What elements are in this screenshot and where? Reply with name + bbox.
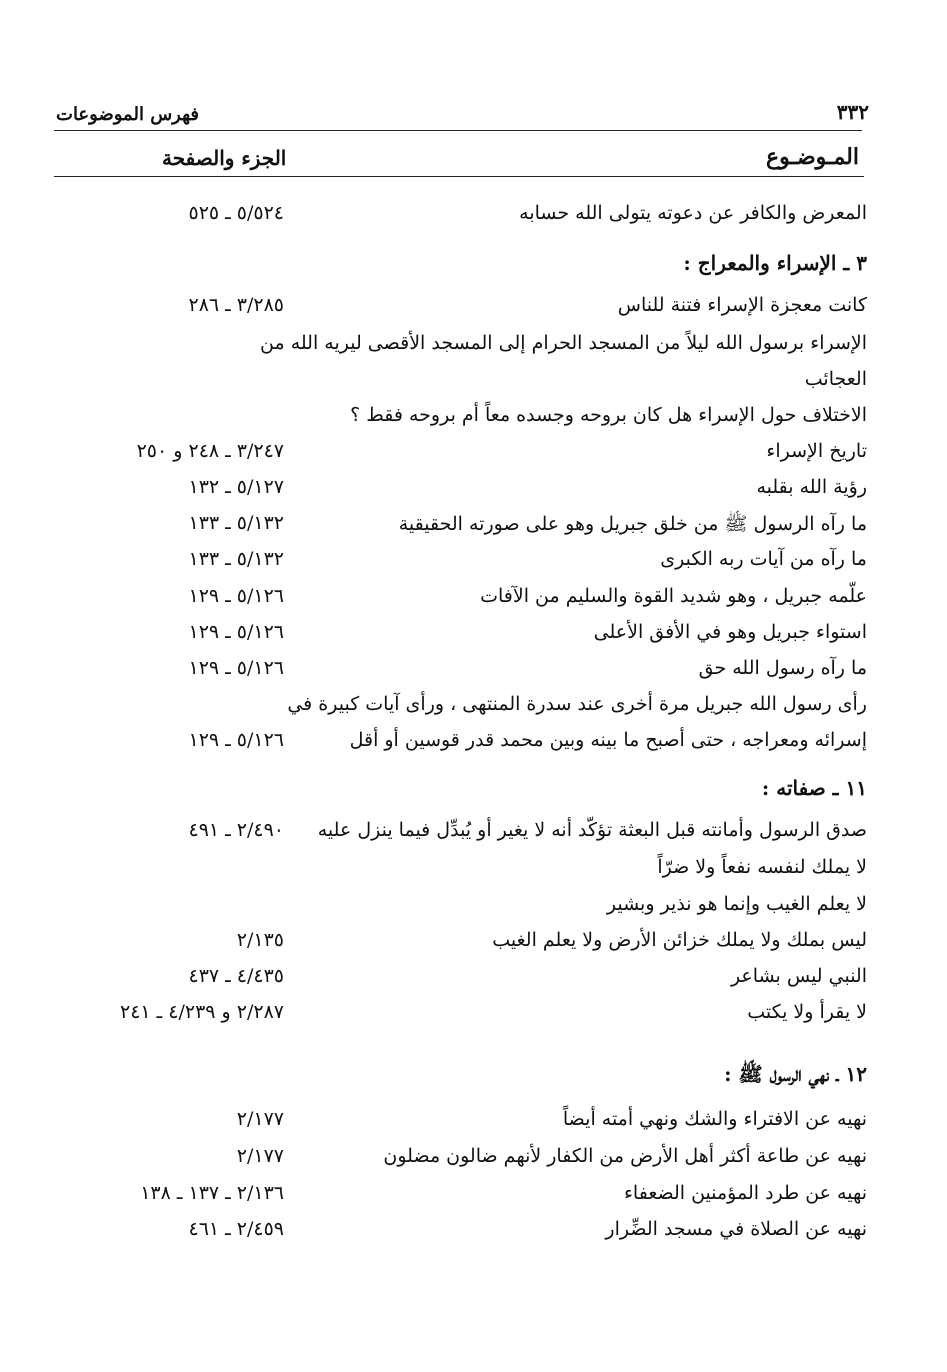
index-row xyxy=(0,548,947,584)
topic-text: ١٢ ـ نهي الرسول ﷺ : xyxy=(724,1062,867,1086)
topic-text: ليس بملك ولا يملك خزائن الأرض ولا يعلم الغيب xyxy=(492,929,867,951)
page-reference: ٤/٤٣٥ ـ ٤٣٧ xyxy=(188,965,284,987)
page-reference: ٢/١٣٥ xyxy=(236,929,284,951)
page-reference: ٥/١٢٦ ـ ١٢٩ xyxy=(188,729,284,751)
header-rule xyxy=(54,130,862,131)
topic-text: نهيه عن طرد المؤمنين الضعفاء xyxy=(623,1182,867,1204)
topic-text: الإسراء برسول الله ليلاً من المسجد الحرام إلى المسجد الأقصى ليريه الله من xyxy=(260,332,867,354)
index-row xyxy=(0,585,947,621)
page-reference: ٥/١٢٦ ـ ١٢٩ xyxy=(188,621,284,643)
columns-rule xyxy=(54,176,864,177)
section-heading xyxy=(0,776,947,812)
page-reference: ٢/٢٨٧ و ٤/٢٣٩ ـ ٢٤١ xyxy=(119,1001,284,1023)
page-reference: ٥/١٢٧ ـ ١٣٢ xyxy=(188,476,284,498)
topic-text: لا يملك لنفسه نفعاً ولا ضرّاً xyxy=(657,856,867,878)
page-reference: ٥/١٣٢ ـ ١٣٣ xyxy=(188,512,284,534)
index-row xyxy=(0,729,947,765)
index-row xyxy=(0,404,947,440)
topic-text: ما رآه رسول الله حق xyxy=(698,657,867,679)
topic-column-heading: المـوضـوع xyxy=(766,144,859,170)
topic-text: ما رآه من آيات ربه الكبرى xyxy=(660,548,867,570)
page-reference: ٥/١٣٢ ـ ١٣٣ xyxy=(188,548,284,570)
index-row xyxy=(0,819,947,855)
topic-text: نهيه عن طاعة أكثر أهل الأرض من الكفار لأنهم ضالون مضلون xyxy=(383,1145,867,1167)
topic-text: صدق الرسول وأمانته قبل البعثة تؤكّد أنه لا يغير أو يُبدِّل فيما ينزل عليه xyxy=(317,819,867,841)
page-reference: ٢/١٣٦ ـ ١٣٧ ـ ١٣٨ xyxy=(140,1182,284,1204)
index-row xyxy=(0,1108,947,1144)
index-row xyxy=(0,657,947,693)
reference-column-heading: الجزء والصفحة xyxy=(162,146,287,170)
page-reference: ٢/١٧٧ xyxy=(236,1108,284,1130)
index-row xyxy=(0,202,947,238)
topic-text: الاختلاف حول الإسراء هل كان بروحه وجسده معاً أم بروحه فقط ؟ xyxy=(350,404,867,426)
page-reference: ٣/٢٨٥ ـ ٢٨٦ xyxy=(188,294,284,316)
page-reference: ٢/١٧٧ xyxy=(236,1145,284,1167)
running-title: فهرس الموضوعات xyxy=(56,104,200,125)
index-row xyxy=(0,621,947,657)
index-row xyxy=(0,368,947,404)
topic-text: نهيه عن الصلاة في مسجد الضِّرار xyxy=(605,1218,867,1240)
topic-text: تاريخ الإسراء xyxy=(766,440,867,462)
index-row xyxy=(0,856,947,892)
index-row xyxy=(0,929,947,965)
topic-text: كانت معجزة الإسراء فتنة للناس xyxy=(617,294,867,316)
index-row xyxy=(0,893,947,929)
index-row xyxy=(0,965,947,1001)
topic-text: لا يعلم الغيب وإنما هو نذير وبشير xyxy=(606,893,867,915)
index-row xyxy=(0,440,947,476)
page-reference: ٣/٢٤٧ ـ ٢٤٨ و ٢٥٠ xyxy=(136,440,284,462)
index-row xyxy=(0,476,947,512)
page-reference: ٢/٤٥٩ ـ ٤٦١ xyxy=(188,1218,284,1240)
index-row xyxy=(0,1145,947,1181)
page-reference: ٢/٤٩٠ ـ ٤٩١ xyxy=(188,819,284,841)
index-row xyxy=(0,1001,947,1037)
index-row xyxy=(0,1182,947,1218)
topic-text: ٣ ـ الإسراء والمعراج : xyxy=(683,251,867,275)
topic-text: لا يقرأ ولا يكتب xyxy=(747,1001,867,1023)
topic-text: إسرائه ومعراجه ، حتى أصبح ما بينه وبين محمد قدر قوسين أو أقل xyxy=(349,729,867,751)
topic-text: المعرض والكافر عن دعوته يتولى الله حسابه xyxy=(519,202,867,224)
index-row xyxy=(0,1218,947,1254)
topic-text: رأى رسول الله جبريل مرة أخرى عند سدرة المنتهى ، ورأى آيات كبيرة في xyxy=(287,693,867,715)
page-reference: ٥/١٢٦ ـ ١٢٩ xyxy=(188,585,284,607)
page-reference: ٥/٥٢٤ ـ ٥٢٥ xyxy=(188,202,284,224)
page-number: ٣٣٢ xyxy=(836,100,869,124)
topic-text: العجائب xyxy=(804,368,867,390)
topic-text: ١١ ـ صفاته : xyxy=(761,776,867,800)
topic-text: نهيه عن الافتراء والشك ونهي أمته أيضاً xyxy=(562,1108,867,1130)
index-row xyxy=(0,693,947,729)
page-reference: ٥/١٢٦ ـ ١٢٩ xyxy=(188,657,284,679)
section-heading xyxy=(0,251,947,287)
topic-text: النبي ليس بشاعر xyxy=(730,965,867,987)
topic-text: علّمه جبريل ، وهو شديد القوة والسليم من الآفات xyxy=(480,585,867,607)
topic-text: استواء جبريل وهو في الأفق الأعلى xyxy=(593,621,867,643)
index-row xyxy=(0,512,947,548)
section-heading xyxy=(0,1062,947,1098)
index-row xyxy=(0,332,947,368)
index-row xyxy=(0,294,947,330)
topic-text: ما رآه الرسول ﷺ من خلق جبريل وهو على صورته الحقيقية xyxy=(398,513,867,535)
topic-text: رؤية الله بقلبه xyxy=(756,476,867,498)
